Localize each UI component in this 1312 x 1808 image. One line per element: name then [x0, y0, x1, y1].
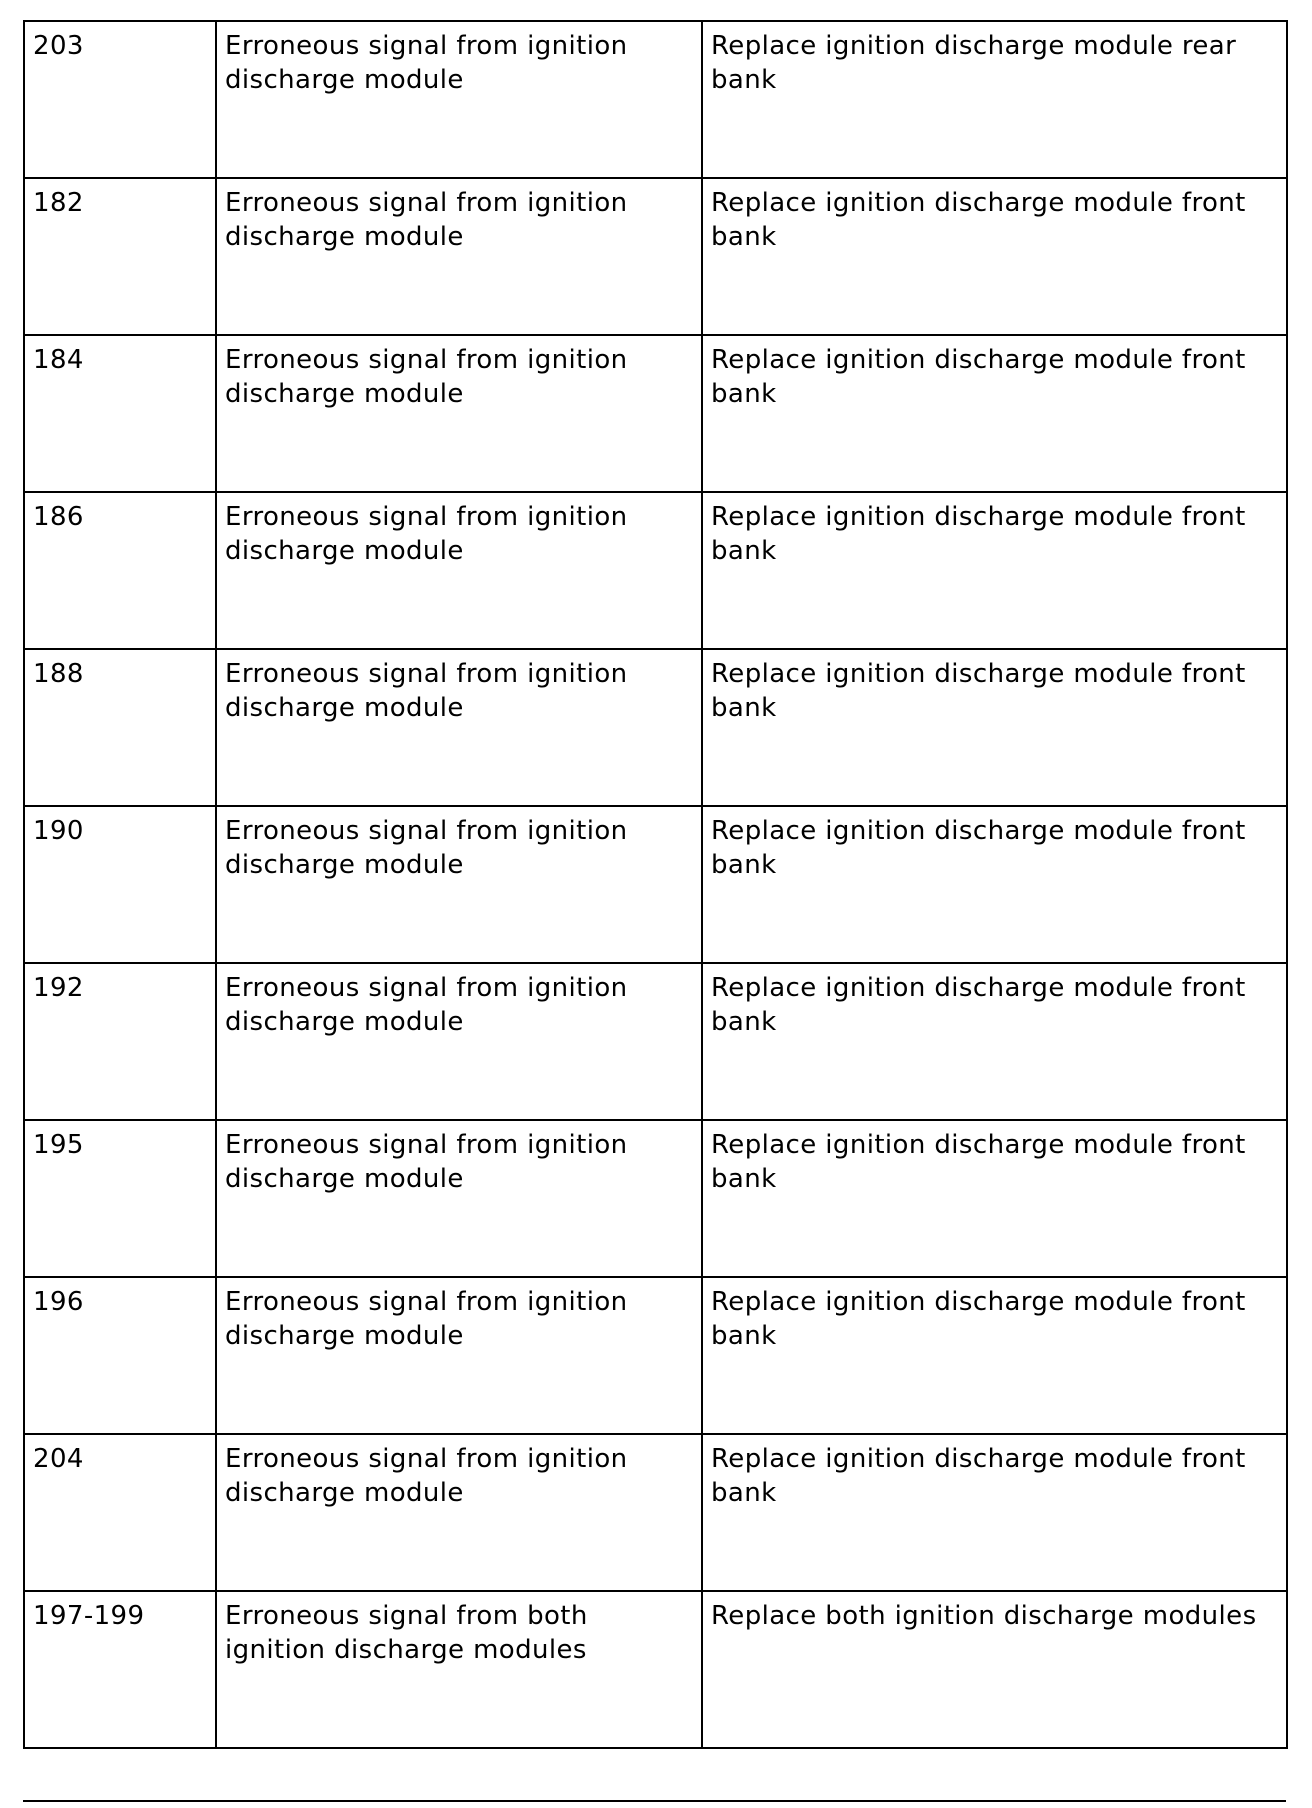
corrective-action-cell: Replace ignition discharge module front bank: [702, 1434, 1287, 1591]
table-row: [24, 963, 1287, 1120]
fault-cause-cell: Erroneous signal from ignition discharge module: [216, 178, 702, 335]
fault-code-table-body: [24, 21, 1287, 1748]
table-row: [24, 335, 1287, 492]
table-row: [24, 1591, 1287, 1748]
fault-cause-cell: Erroneous signal from ignition discharge module: [216, 1277, 702, 1434]
bottom-divider: [23, 1800, 1286, 1802]
corrective-action-cell: Replace ignition discharge module front bank: [702, 178, 1287, 335]
fault-code-cell: 182: [24, 178, 216, 335]
fault-code-cell: 192: [24, 963, 216, 1120]
table-row: [24, 806, 1287, 963]
fault-code-cell: 204: [24, 1434, 216, 1591]
table-row: [24, 1120, 1287, 1277]
corrective-action-cell: Replace ignition discharge module rear bank: [702, 21, 1287, 178]
fault-code-table: [23, 20, 1288, 1749]
fault-code-cell: 197-199: [24, 1591, 216, 1748]
table-row: [24, 21, 1287, 178]
fault-cause-cell: Erroneous signal from ignition discharge module: [216, 1434, 702, 1591]
fault-code-cell: 184: [24, 335, 216, 492]
corrective-action-cell: Replace ignition discharge module front bank: [702, 1277, 1287, 1434]
corrective-action-cell: Replace ignition discharge module front bank: [702, 335, 1287, 492]
fault-cause-cell: Erroneous signal from ignition discharge module: [216, 1120, 702, 1277]
fault-code-cell: 195: [24, 1120, 216, 1277]
fault-cause-cell: Erroneous signal from ignition discharge module: [216, 806, 702, 963]
corrective-action-cell: Replace ignition discharge module front bank: [702, 963, 1287, 1120]
table-row: [24, 492, 1287, 649]
corrective-action-cell: Replace ignition discharge module front bank: [702, 492, 1287, 649]
fault-cause-cell: Erroneous signal from ignition discharge module: [216, 963, 702, 1120]
fault-cause-cell: Erroneous signal from ignition discharge module: [216, 21, 702, 178]
corrective-action-cell: Replace both ignition discharge modules: [702, 1591, 1287, 1748]
table-row: [24, 178, 1287, 335]
corrective-action-cell: Replace ignition discharge module front bank: [702, 649, 1287, 806]
fault-cause-cell: Erroneous signal from ignition discharge module: [216, 649, 702, 806]
fault-code-cell: 196: [24, 1277, 216, 1434]
fault-cause-cell: Erroneous signal from ignition discharge module: [216, 335, 702, 492]
fault-code-cell: 186: [24, 492, 216, 649]
table-row: [24, 1277, 1287, 1434]
corrective-action-cell: Replace ignition discharge module front bank: [702, 1120, 1287, 1277]
table-row: [24, 649, 1287, 806]
corrective-action-cell: Replace ignition discharge module front bank: [702, 806, 1287, 963]
fault-cause-cell: Erroneous signal from ignition discharge module: [216, 492, 702, 649]
fault-code-cell: 188: [24, 649, 216, 806]
fault-cause-cell: Erroneous signal from both ignition discharge modules: [216, 1591, 702, 1748]
fault-code-cell: 203: [24, 21, 216, 178]
table-row: [24, 1434, 1287, 1591]
fault-code-cell: 190: [24, 806, 216, 963]
